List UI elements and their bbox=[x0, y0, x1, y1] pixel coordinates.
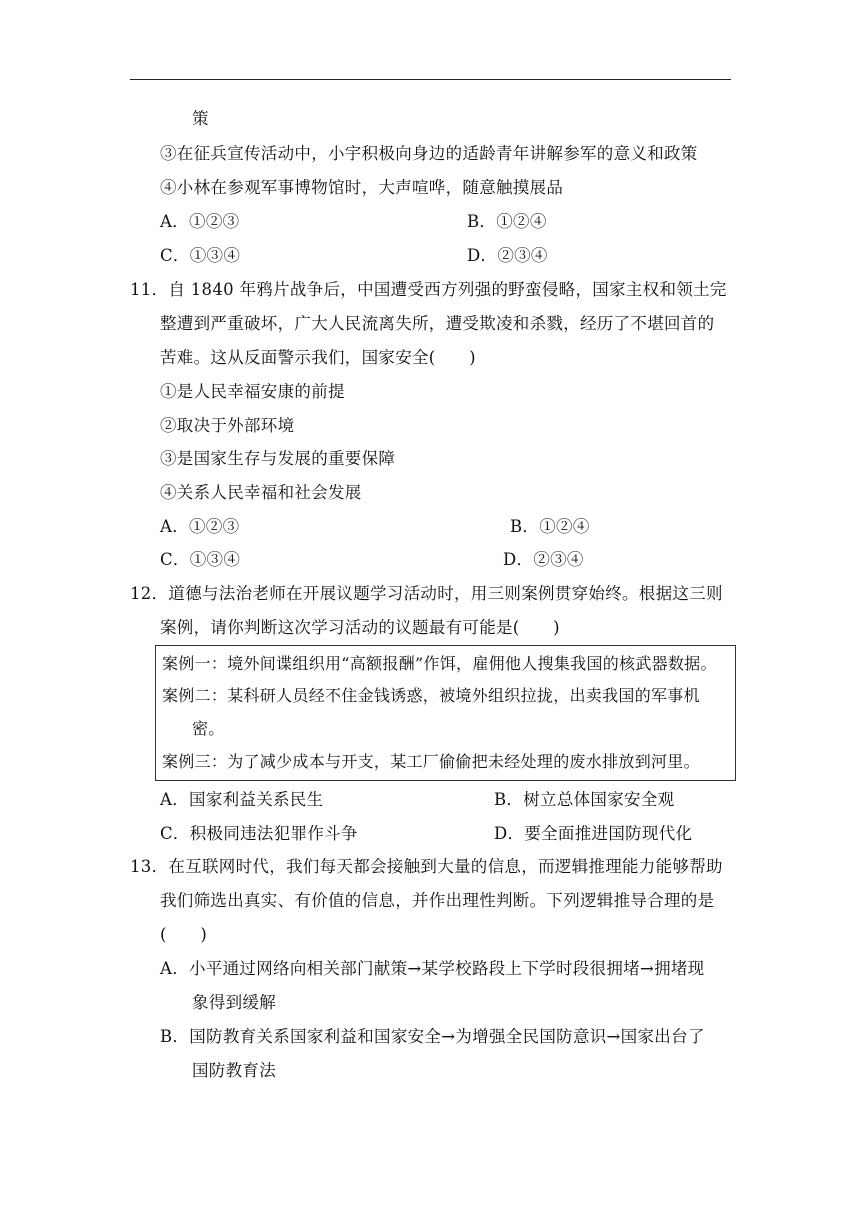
q12-stem-line-1: 12．道德与法治老师在开展议题学习活动时，用三则案例贯穿始终。根据这三则 bbox=[130, 584, 723, 603]
q11-stem-line-3: 苦难。这从反面警示我们，国家安全( ) bbox=[160, 348, 476, 367]
q13-option-b-line-1: B．国防教育关系国家利益和国家安全→为增强全民国防意识→国家出台了 bbox=[160, 1027, 705, 1046]
q11-option-b: B．①②④ bbox=[510, 517, 590, 536]
carry-over-item-4: ④小林在参观军事博物馆时，大声喧哗，随意触摸展品 bbox=[160, 178, 564, 197]
carry-over-option-d: D．②③④ bbox=[467, 246, 548, 265]
q11-item-4: ④关系人民幸福和社会发展 bbox=[160, 483, 362, 502]
q12-option-a: A．国家利益关系民生 bbox=[160, 790, 324, 809]
q13-option-b-line-2: 国防教育法 bbox=[192, 1061, 276, 1080]
q11-stem-line-2: 整遭到严重破坏，广大人民流离失所，遭受欺凌和杀戮，经历了不堪回首的 bbox=[160, 314, 715, 333]
case-2-line-1: 案例二：某科研人员经不住金钱诱惑，被境外组织拉拢，出卖我国的军事机 bbox=[162, 686, 700, 705]
carry-over-option-c: C．①③④ bbox=[160, 246, 241, 265]
q11-item-1: ①是人民幸福安康的前提 bbox=[160, 382, 345, 401]
q12-option-c: C．积极同违法犯罪作斗争 bbox=[160, 824, 358, 843]
q11-item-2: ②取决于外部环境 bbox=[160, 416, 295, 435]
header-rule bbox=[130, 79, 731, 80]
q13-option-a-line-1: A．小平通过网络向相关部门献策→某学校路段上下学时段很拥堵→拥堵现 bbox=[160, 959, 705, 978]
q12-stem-line-2: 案例，请你判断这次学习活动的议题最有可能是( ) bbox=[160, 618, 560, 637]
q12-option-d: D．要全面推进国防现代化 bbox=[494, 824, 693, 843]
q13-stem-line-2: 我们筛选出真实、有价值的信息，并作出理性判断。下列逻辑推导合理的是 bbox=[160, 891, 715, 910]
q13-stem-line-1: 13．在互联网时代，我们每天都会接触到大量的信息，而逻辑推理能力能够帮助 bbox=[130, 857, 723, 876]
carry-over-option-a: A．①②③ bbox=[160, 212, 240, 231]
q11-option-a: A．①②③ bbox=[160, 517, 240, 536]
case-2-line-2: 密。 bbox=[192, 719, 225, 738]
q11-option-c: C．①③④ bbox=[160, 550, 241, 569]
carry-over-tail: 策 bbox=[192, 109, 209, 128]
carry-over-option-b: B．①②④ bbox=[467, 212, 547, 231]
q11-item-3: ③是国家生存与发展的重要保障 bbox=[160, 449, 396, 468]
q11-option-d: D．②③④ bbox=[503, 550, 584, 569]
carry-over-item-3: ③在征兵宣传活动中，小宇积极向身边的适龄青年讲解参军的意义和政策 bbox=[160, 144, 698, 163]
case-1: 案例一：境外间谍组织用“高额报酬”作饵，雇佣他人搜集我国的核武器数据。 bbox=[162, 654, 717, 673]
q11-stem-line-1: 11．自 1840 年鸦片战争后，中国遭受西方列强的野蛮侵略，国家主权和领土完 bbox=[130, 280, 727, 299]
case-3: 案例三：为了减少成本与开支，某工厂偷偷把未经处理的废水排放到河里。 bbox=[162, 752, 700, 771]
q13-option-a-line-2: 象得到缓解 bbox=[192, 993, 276, 1012]
q13-stem-line-3: ( ) bbox=[160, 925, 208, 944]
q12-option-b: B．树立总体国家安全观 bbox=[494, 790, 675, 809]
